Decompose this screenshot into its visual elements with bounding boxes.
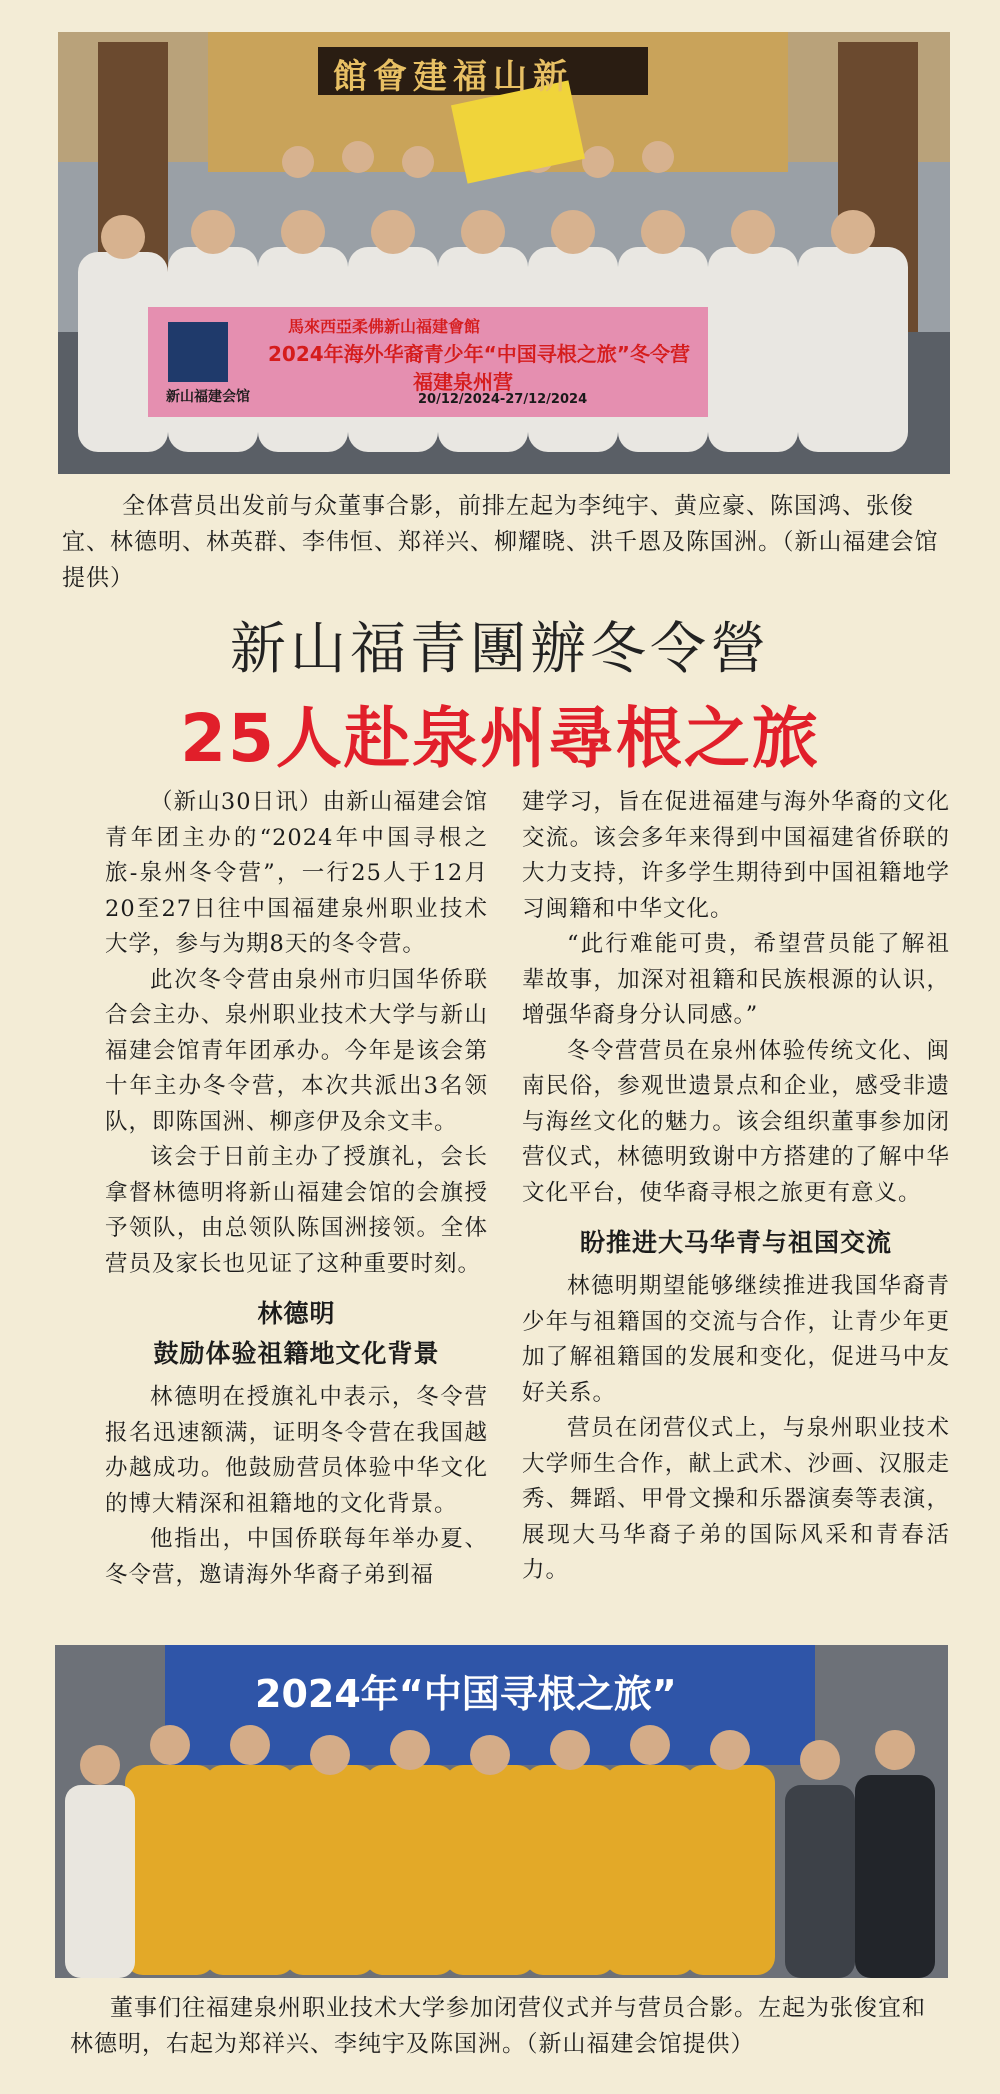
left-paragraph-3: 该会于日前主办了授旗礼，会长拿督林德明将新山福建会馆的会旗授予领队，由总领队陈国洲接领。全体营员及家长也见证了这种重要时刻。 — [105, 1144, 488, 1277]
left-paragraph-5: 他指出，中国侨联每年举办夏、冬令营，邀请海外华裔子弟到福 — [105, 1526, 488, 1588]
left-paragraph-2: 此次冬令营由泉州市归国华侨联合会主办、泉州职业技术大学与新山福建会馆青年团承办。今年是该会第十年主办冬令营，本次共派出3名领队，即陈国洲、柳彦伊及余文丰。 — [105, 966, 488, 1135]
article-column-left — [105, 785, 488, 1593]
left-subhead-line-2: 鼓励体验祖籍地文化背景 — [153, 1339, 440, 1368]
backdrop-text: 2024年“中国寻根之旅” — [255, 1672, 677, 1716]
left-subhead-line-1: 林德明 — [257, 1299, 336, 1328]
right-paragraph-4: 林德明期望能够继续推进我国华裔青少年与祖籍国的交流与合作，让青少年更加了解祖籍国的发展和变化，促进马中友好关系。 — [522, 1273, 950, 1406]
headline-line-2: 25人赴泉州尋根之旅 — [180, 700, 820, 777]
group-photo-top — [58, 32, 950, 474]
left-subhead — [105, 1294, 488, 1374]
banner-org: 新山福建会馆 — [166, 389, 250, 405]
right-subhead: 盼推进大马华青与祖国交流 — [579, 1228, 892, 1257]
group-photo-top-illustration — [58, 32, 950, 474]
banner-line-2: 2024年海外华裔青少年“中国寻根之旅”冬令营 — [268, 342, 690, 366]
caption-top: 全体营员出发前与众董事合影，前排左起为李纯宇、黄应豪、陈国鸿、张俊宜、林德明、林英群、李伟恒、郑祥兴、柳耀晓、洪千恩及陈国洲。（新山福建会馆提供） — [62, 493, 939, 591]
right-paragraph-2: “此行难能可贵，希望营员能了解祖辈故事，加深对祖籍和民族根源的认识，增强华裔身分认同感。” — [522, 931, 950, 1028]
left-paragraph-1: （新山30日讯）由新山福建会馆青年团主办的“2024年中国寻根之旅-泉州冬令营”，一行25人于12月20至27日往中国福建泉州职业技术大学，参与为期8天的冬令营。 — [105, 789, 488, 957]
right-paragraph-5: 营员在闭营仪式上，与泉州职业技术大学师生合作，献上武术、沙画、汉服走秀、舞蹈、甲骨文操和乐器演奏等表演，展现大马华裔子弟的国际风采和青春活力。 — [522, 1415, 950, 1583]
group-photo-bottom — [55, 1645, 948, 1978]
article-column-right — [522, 785, 950, 1589]
banner-dates: 20/12/2024-27/12/2024 — [418, 392, 588, 407]
caption-bottom: 董事们往福建泉州职业技术大学参加闭营仪式并与营员合影。左起为张俊宜和林德明，右起为郑祥兴、李纯宇及陈国洲。（新山福建会馆提供） — [70, 1995, 926, 2057]
left-paragraph-4: 林德明在授旗礼中表示，冬令营报名迅速额满，证明冬令营在我国越办越成功。他鼓励营员体验中华文化的博大精深和祖籍地的文化背景。 — [105, 1384, 488, 1517]
hall-sign: 館會建福山新 — [333, 57, 573, 97]
headline-line-1: 新山福青團辦冬令營 — [230, 617, 770, 682]
right-paragraph-3: 冬令营营员在泉州体验传统文化、闽南民俗，参观世遗景点和企业，感受非遗与海丝文化的魅力。该会组织董事参加闭营仪式，林德明致谢中方搭建的了解中华文化平台，使华裔寻根之旅更有意义。 — [522, 1037, 950, 1206]
banner-line-3: 福建泉州营 — [413, 370, 513, 394]
banner-line-1: 馬來西亞柔佛新山福建會館 — [288, 317, 481, 336]
right-paragraph-1: 建学习，旨在促进福建与海外华裔的文化交流。该会多年来得到中国福建省侨联的大力支持，许多学生期待到中国祖籍地学习闽籍和中华文化。 — [522, 789, 950, 922]
